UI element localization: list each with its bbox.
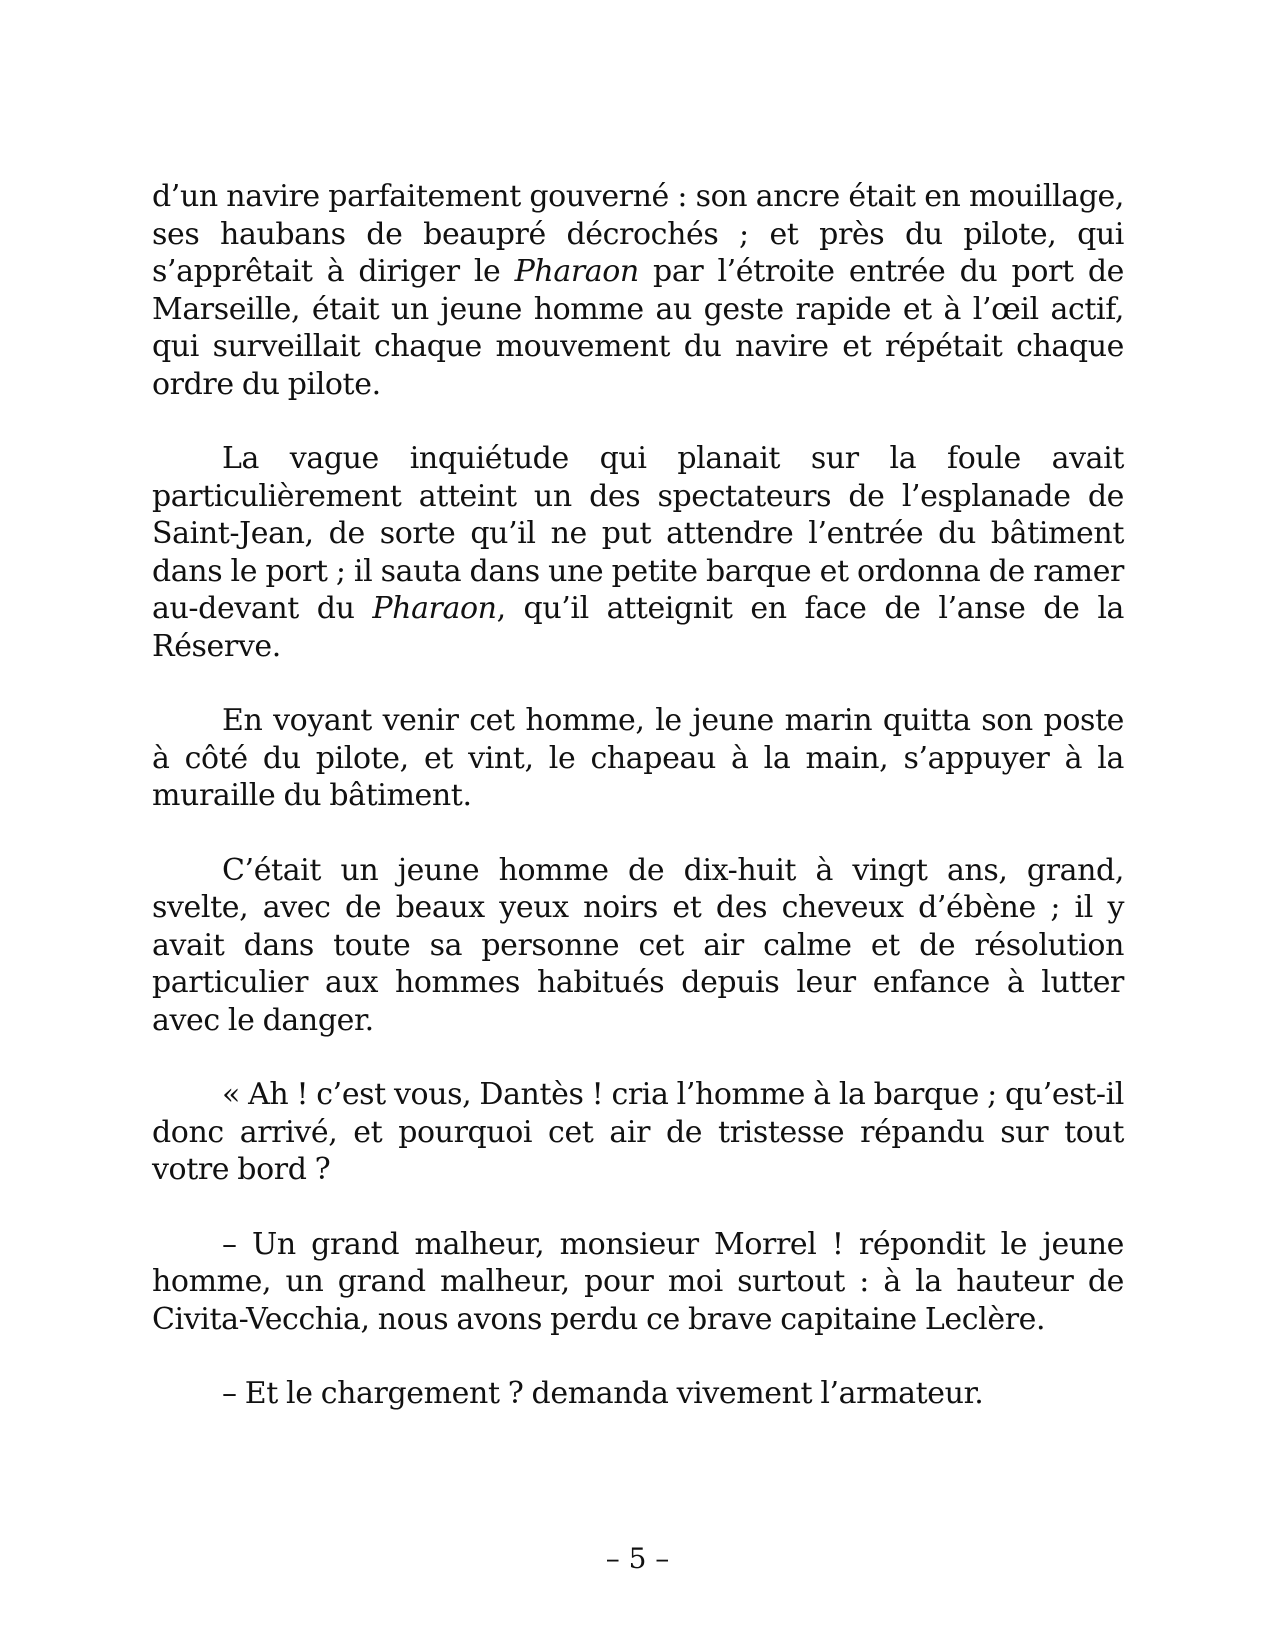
- ship-name: Pharaon: [372, 591, 497, 626]
- text-segment: d’un navire parfaitement gouverné : son ancre était en mouillage, ses haubans de beaupré décrochés ; et près du pilote, qui s’apprêtait à diriger le: [152, 179, 1124, 289]
- paragraph-7: [152, 1375, 1124, 1413]
- paragraph-6: [152, 1226, 1124, 1339]
- paragraph-4: [152, 852, 1124, 1040]
- text-segment: – Un grand malheur, monsieur Morrel ! répondit le jeune homme, un grand malheur, pour moi surtout : à la hauteur de Civita-Vecchia, nous avons perdu ce brave capitaine Leclère.: [152, 1226, 1124, 1337]
- ship-name: Pharaon: [514, 254, 639, 289]
- text-segment: La vague inquiétude qui planait sur la foule avait particulièrement atteint un des spectateurs de l’esplanade de Saint-Jean, de sorte qu’il ne put attendre l’entrée du bâtiment dans le port ; il sauta dans une petite barque et ordonna de ramer au-devant du: [152, 441, 1124, 626]
- paragraph-1: [152, 178, 1124, 403]
- paragraph-3: [152, 702, 1124, 815]
- page-number: – 5 –: [605, 1542, 670, 1575]
- text-segment: – Et le chargement ? demanda vivement l’armateur.: [222, 1376, 984, 1411]
- text-segment: , qu’il atteignit en face de l’anse de la Réserve.: [152, 591, 1125, 664]
- paragraph-2: [152, 440, 1124, 665]
- page-body: [152, 178, 1124, 1450]
- text-segment: « Ah ! c’est vous, Dantès ! cria l’homme à la barque ; qu’est-il donc arrivé, et pourquoi cet air de tristesse répandu sur tout votre bord ?: [152, 1077, 1124, 1187]
- text-segment: par l’étroite entrée du port de Marseille, était un jeune homme au geste rapide et à l’œil actif, qui surveillait chaque mouvement du navire et répétait chaque ordre du pilote.: [152, 254, 1124, 402]
- text-segment: C’était un jeune homme de dix-huit à vingt ans, grand, svelte, avec de beaux yeux noirs et des cheveux d’ébène ; il y avait dans toute sa personne cet air calme et de résolution particulier aux hommes habitués depuis leur enfance à lutter avec le danger.: [152, 852, 1124, 1038]
- text-segment: En voyant venir cet homme, le jeune marin quitta son poste à côté du pilote, et vint, le chapeau à la main, s’appuyer à la muraille du bâtiment.: [152, 703, 1124, 813]
- paragraph-5: [152, 1076, 1124, 1189]
